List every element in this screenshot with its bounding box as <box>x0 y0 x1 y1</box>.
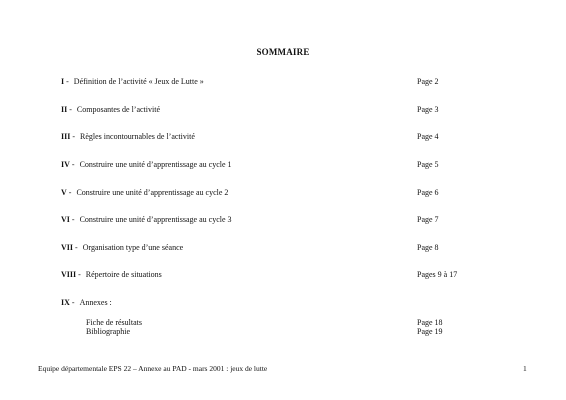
toc-entry-1 <box>61 76 501 88</box>
toc-entry-number: VI <box>61 215 70 224</box>
toc-entry-4 <box>61 159 501 171</box>
annex-entry-page: Page 19 <box>417 327 443 336</box>
annex-entry-label: Fiche de résultats <box>86 318 142 327</box>
toc-entry-separator: - <box>69 215 77 224</box>
toc-entry-number: IV <box>61 160 70 169</box>
page-title: SOMMAIRE <box>256 47 310 57</box>
toc-entry-label: Définition de l’activité « Jeux de Lutte » <box>73 77 204 86</box>
annex-entry-page: Page 18 <box>417 318 443 327</box>
toc-entry-number: IX <box>61 298 70 307</box>
toc-entry-number: I <box>61 77 65 86</box>
toc-entry-label: Règles incontournables de l’activité <box>80 132 195 141</box>
toc-entry-label: Construire une unité d’apprentissage au cycle 2 <box>76 188 229 197</box>
toc-entry-number: II <box>61 105 68 114</box>
toc-entry-2 <box>61 104 501 116</box>
toc-entry-page: Pages 9 à 17 <box>417 270 458 279</box>
toc-entry-9 <box>61 297 501 309</box>
toc-entry-separator: - <box>76 270 83 279</box>
toc-entry-label: Annexes : <box>79 298 112 307</box>
toc-entry-page: Page 5 <box>417 160 439 169</box>
toc-entry-separator: - <box>69 160 77 169</box>
toc-entry-6 <box>61 214 501 226</box>
page-footer: Equipe départementale EPS 22 – Annexe au PAD - mars 2001 : jeux de lutte <box>38 364 268 373</box>
toc-entry-separator: - <box>70 132 78 141</box>
toc-entry-label: Construire une unité d’apprentissage au cycle 1 <box>79 160 232 169</box>
toc-entry-page: Page 2 <box>417 77 439 86</box>
toc-entry-7 <box>61 242 501 254</box>
toc-entry-number: III <box>61 132 71 141</box>
page-number: 1 <box>523 364 527 373</box>
toc-entry-separator: - <box>67 105 74 114</box>
toc-entry-label: Construire une unité d’apprentissage au cycle 3 <box>79 215 232 224</box>
toc-entry-3 <box>61 131 501 143</box>
toc-entry-5 <box>61 187 501 199</box>
toc-entry-separator: - <box>64 77 71 86</box>
toc-entry-label: Organisation type d’une séance <box>82 243 184 252</box>
toc-entry-separator: - <box>69 298 77 307</box>
toc-entry-8 <box>61 269 501 281</box>
toc-entry-separator: - <box>66 188 74 197</box>
toc-entry-page: Page 3 <box>417 105 439 114</box>
toc-entry-page: Page 7 <box>417 215 439 224</box>
toc-entry-page: Page 4 <box>417 132 439 141</box>
toc-entry-number: VII <box>61 243 74 252</box>
toc-entry-page: Page 6 <box>417 188 439 197</box>
annex-entry-2 <box>86 327 496 337</box>
toc-entry-separator: - <box>73 243 80 252</box>
toc-entry-label: Répertoire de situations <box>85 270 162 279</box>
toc-entry-number: V <box>61 188 67 197</box>
toc-entry-label: Composantes de l’activité <box>76 105 160 114</box>
toc-entry-number: VIII <box>61 270 77 279</box>
annex-entry-label: Bibliographie <box>86 327 130 336</box>
toc-entry-page: Page 8 <box>417 243 439 252</box>
